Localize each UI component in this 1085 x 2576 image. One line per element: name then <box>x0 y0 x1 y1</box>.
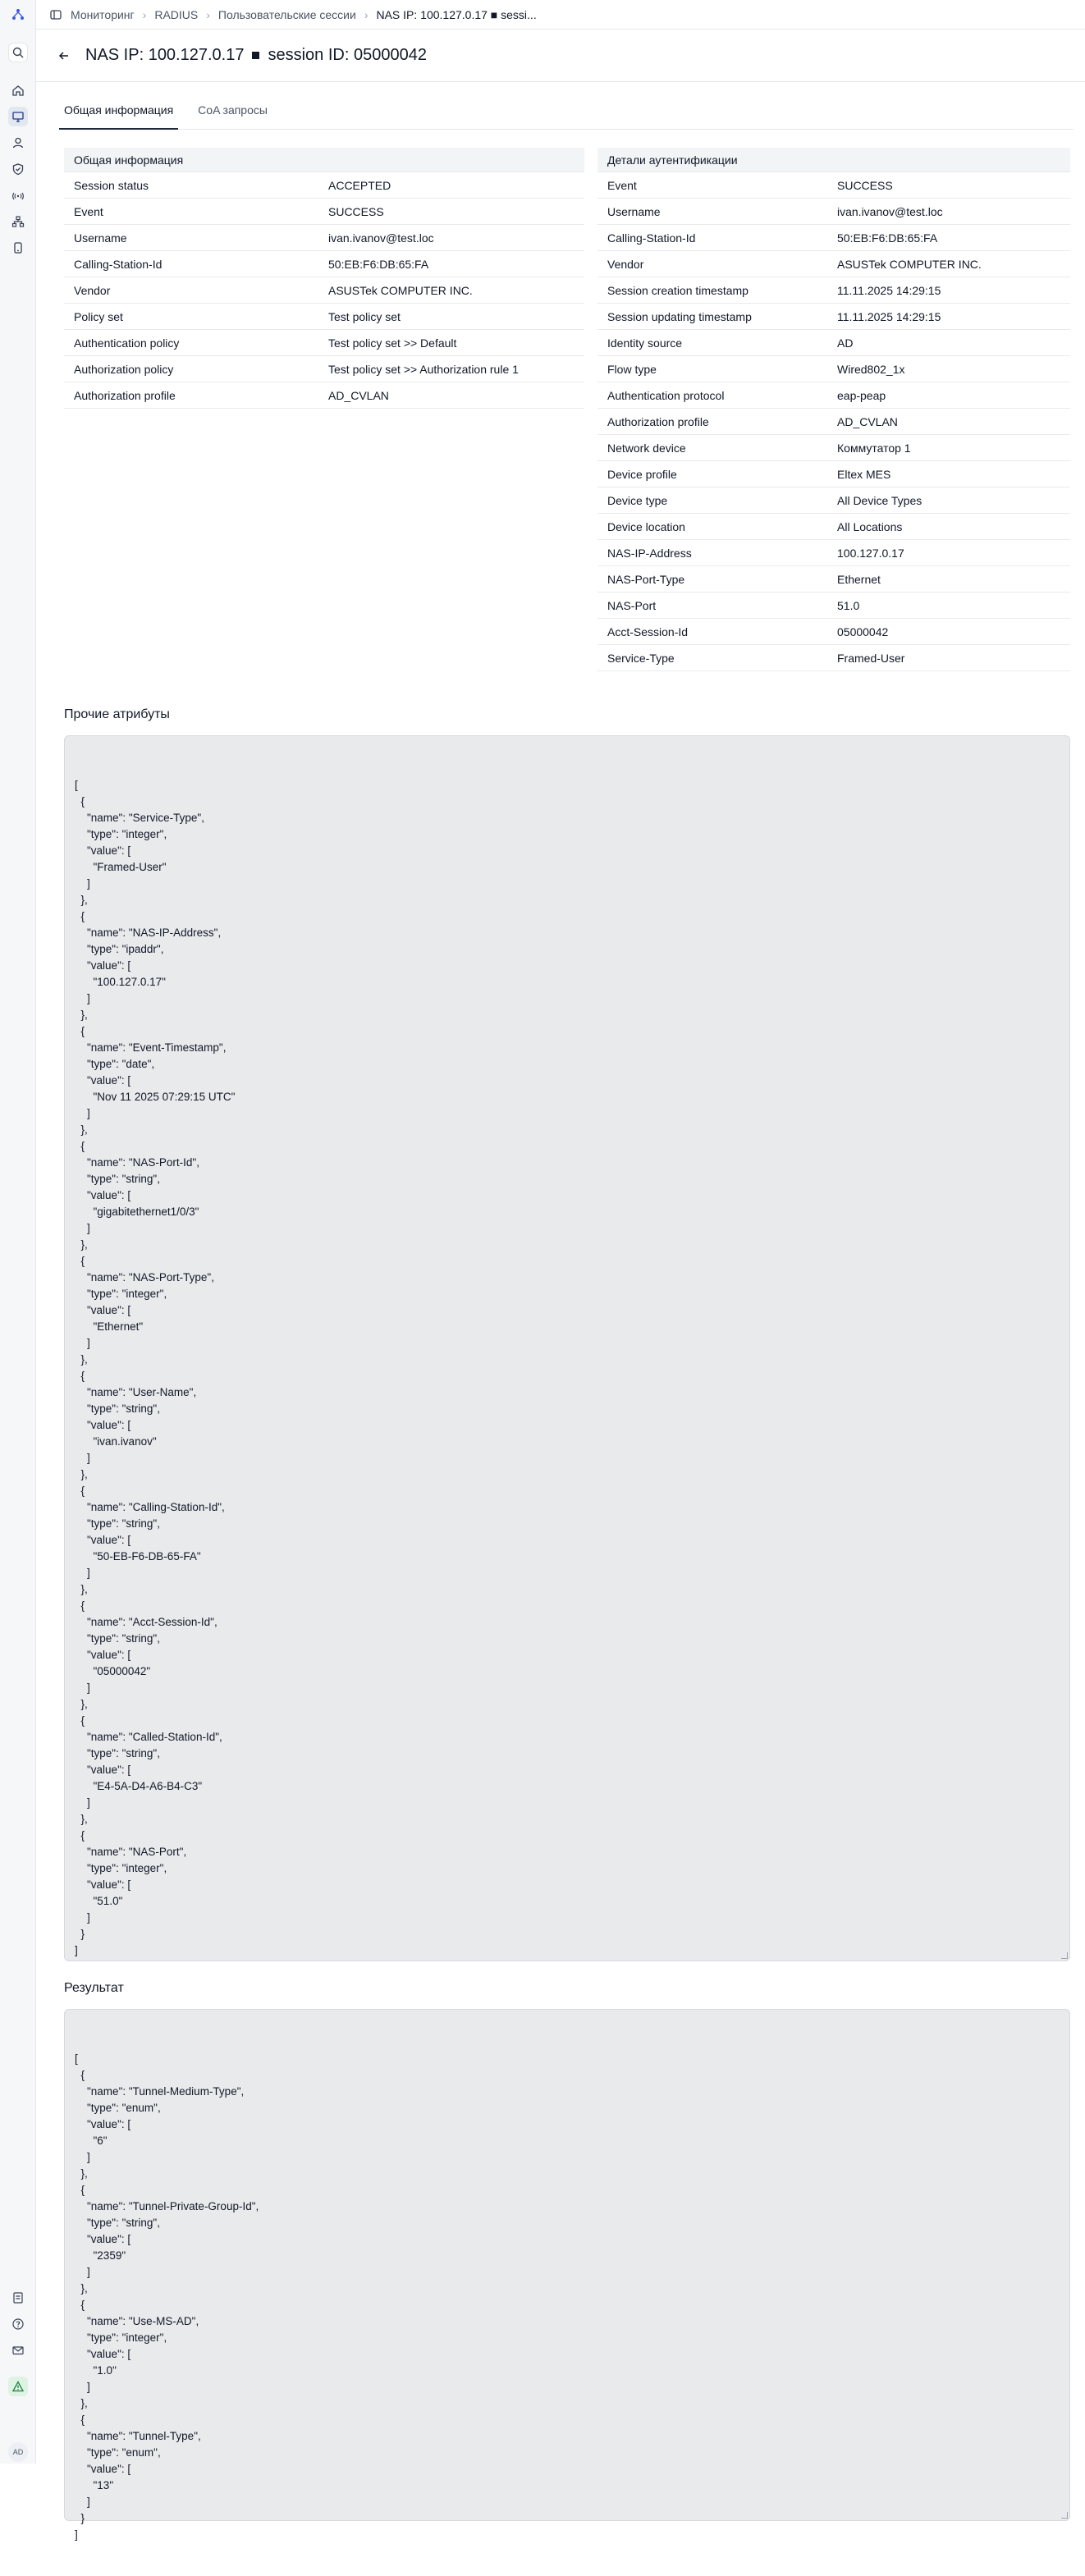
row-value: AD_CVLAN <box>837 414 898 428</box>
table-row <box>597 356 1070 382</box>
table-row <box>597 645 1070 671</box>
table-row <box>597 487 1070 514</box>
row-label: Session status <box>74 178 149 192</box>
row-value: eap-peap <box>837 388 886 402</box>
row-value: Wired802_1x <box>837 362 905 376</box>
general-info-table <box>64 148 584 409</box>
row-value: 11.11.2025 14:29:15 <box>837 309 941 323</box>
table-row <box>597 566 1070 593</box>
row-label: NAS-Port <box>607 598 657 612</box>
table-row <box>597 199 1070 225</box>
table-row <box>597 251 1070 277</box>
row-value: Коммутатор 1 <box>837 441 911 455</box>
auth-details-table <box>597 148 1070 671</box>
table-row <box>597 172 1070 199</box>
row-label: Username <box>607 204 661 218</box>
other-attributes-text: [ { "name": "Service-Type", "type": "integer", "value": [ "Framed-User" ] }, { "name": "NAS-IP-Address", "type": "ipaddr", "value": [ "100.127.0.17" ] }, { "name": "Event-Timestamp", "type": "date", "value": [ "Nov 11 2025 07:29:15 UTC" ] }, { "name": "NAS-Port-Id", "type": "string", "value": [ "gigabitethernet1/0/3" ] }, { "name": "NAS-Port-Type", "type": "integer", "value": [ "Ethernet" ] }, { "name": "User-Name", "type": "string", "value": [ "ivan.ivanov" ] }, { "name": "Calling-Station-Id", "type": "string", "value": [ "50-EB-F6-DB-65-FA" ] }, { "name": "Acct-Session-Id", "type": "string", "value": [ "05000042" ] }, { "name": "Called-Station-Id", "type": "string", "value": [ "E4-5A-D4-A6-B4-C3" ] }, { "name": "NAS-Port", "type": "integer", "value": [ "51.0" ] } ] <box>75 779 236 1956</box>
row-label: Policy set <box>74 309 123 323</box>
row-value: 11.11.2025 14:29:15 <box>837 283 941 297</box>
table-row <box>64 304 584 330</box>
chevron-right-icon: › <box>142 7 147 21</box>
notes-icon[interactable] <box>8 2288 28 2308</box>
row-value: All Device Types <box>837 493 922 507</box>
row-label: NAS-Port-Type <box>607 572 685 586</box>
row-value: All Locations <box>837 519 903 533</box>
table-row <box>597 304 1070 330</box>
breadcrumb-current: NAS IP: 100.127.0.17 ■ sessi... <box>376 7 537 21</box>
row-label: Event <box>74 204 103 218</box>
row-value: Framed-User <box>837 651 905 665</box>
row-value: 50:EB:F6:DB:65:FA <box>837 231 938 245</box>
wireless-icon[interactable] <box>8 185 28 205</box>
row-label: Username <box>74 231 127 245</box>
page-header <box>36 30 1085 82</box>
row-label: Flow type <box>607 362 657 376</box>
row-value: 100.127.0.17 <box>837 546 904 560</box>
chevron-right-icon: › <box>364 7 369 21</box>
tab-general-info[interactable]: Общая информация <box>59 97 178 130</box>
session-id-title: session ID: 05000042 <box>268 46 427 64</box>
row-label: Calling-Station-Id <box>74 257 163 271</box>
search-icon[interactable] <box>8 43 28 62</box>
nas-ip-title: NAS IP: 100.127.0.17 <box>85 46 245 64</box>
row-label: Vendor <box>607 257 644 271</box>
row-label: Session creation timestamp <box>607 283 749 297</box>
row-value: AD_CVLAN <box>328 388 389 402</box>
table-row <box>64 199 584 225</box>
breadcrumb-item-monitoring[interactable]: Мониторинг <box>71 7 135 21</box>
device-icon[interactable] <box>8 238 28 258</box>
left-rail <box>0 0 36 2464</box>
logo-icon[interactable] <box>8 5 28 25</box>
avatar[interactable]: AD <box>8 2442 28 2462</box>
user-icon[interactable] <box>8 133 28 153</box>
table-row <box>597 435 1070 461</box>
row-value: SUCCESS <box>328 204 384 218</box>
row-value: SUCCESS <box>837 178 893 192</box>
mail-icon[interactable] <box>8 2340 28 2360</box>
row-value: ivan.ivanov@test.loc <box>328 231 434 245</box>
table-row <box>64 225 584 251</box>
row-label: Calling-Station-Id <box>607 231 696 245</box>
tab-bar <box>59 97 1074 130</box>
row-label: Vendor <box>74 283 111 297</box>
row-label: Device type <box>607 493 668 507</box>
row-value: 51.0 <box>837 598 860 612</box>
row-label: Authentication policy <box>74 336 180 350</box>
row-value: 05000042 <box>837 625 889 638</box>
table-row <box>64 251 584 277</box>
row-value: ACCEPTED <box>328 178 391 192</box>
table-row <box>597 514 1070 540</box>
row-label: Device location <box>607 519 685 533</box>
sidebar-toggle-icon[interactable] <box>49 8 62 21</box>
result-textarea[interactable] <box>64 2009 1070 2541</box>
table-row <box>597 382 1070 409</box>
row-value: Test policy set <box>328 309 401 323</box>
row-value: ASUSTek COMPUTER INC. <box>837 257 982 271</box>
row-label: Authentication protocol <box>607 388 725 402</box>
row-label: Authorization profile <box>607 414 709 428</box>
back-arrow-icon[interactable] <box>54 46 74 66</box>
general-info-heading: Общая информация <box>64 148 584 172</box>
breadcrumb <box>36 0 1085 30</box>
table-row <box>597 619 1070 645</box>
auth-details-heading: Детали аутентификации <box>597 148 1070 172</box>
breadcrumb-item-sessions[interactable]: Пользовательские сессии <box>217 7 356 21</box>
tab-coa-requests[interactable]: CoA запросы <box>198 103 268 117</box>
help-icon[interactable] <box>8 2314 28 2334</box>
alert-icon[interactable] <box>8 2377 28 2396</box>
chevron-right-icon: › <box>206 7 210 21</box>
row-value: 50:EB:F6:DB:65:FA <box>328 257 429 271</box>
row-label: Authorization profile <box>74 388 176 402</box>
shield-icon[interactable] <box>8 159 28 179</box>
resize-handle-icon[interactable] <box>1061 2512 1068 2519</box>
row-label: Event <box>607 178 637 192</box>
table-row <box>597 225 1070 251</box>
other-attributes-textarea[interactable] <box>64 735 1070 1961</box>
breadcrumb-item-radius[interactable]: RADIUS <box>154 7 199 21</box>
row-label: Network device <box>607 441 686 455</box>
table-row <box>597 461 1070 487</box>
network-icon[interactable] <box>8 212 28 231</box>
row-value: Test policy set >> Default <box>328 336 457 350</box>
row-value: Ethernet <box>837 572 881 586</box>
row-label: Device profile <box>607 467 677 481</box>
result-text: [ { "name": "Tunnel-Medium-Type", "type": "enum", "value": [ "6" ] }, { "name": "Tunnel-Private-Group-Id", "type": "string", "value": [ "2359" ] }, { "name": "Use-MS-AD", "type": "integer", "value": [ "1.0" ] }, { "name": "Tunnel-Type", "type": "enum", "value": [ "13" ] } ] <box>75 2052 259 2541</box>
row-value: ASUSTek COMPUTER INC. <box>328 283 473 297</box>
table-row <box>597 330 1070 356</box>
table-row <box>597 540 1070 566</box>
row-value: Eltex MES <box>837 467 891 481</box>
row-label: Identity source <box>607 336 683 350</box>
home-icon[interactable] <box>8 80 28 100</box>
table-row <box>64 277 584 304</box>
row-label: Session updating timestamp <box>607 309 752 323</box>
page-title <box>85 46 427 65</box>
table-row <box>64 356 584 382</box>
result-title: Результат <box>64 1981 124 1995</box>
table-row <box>597 409 1070 435</box>
separator-square-icon <box>252 52 259 59</box>
table-row <box>64 172 584 199</box>
table-row <box>597 277 1070 304</box>
row-value: ivan.ivanov@test.loc <box>837 204 943 218</box>
row-label: NAS-IP-Address <box>607 546 692 560</box>
row-label: Acct-Session-Id <box>607 625 689 638</box>
row-value: AD <box>837 336 854 350</box>
other-attributes-title: Прочие атрибуты <box>64 707 170 721</box>
table-row <box>64 382 584 409</box>
table-row <box>64 330 584 356</box>
table-row <box>597 593 1070 619</box>
monitor-icon[interactable] <box>8 107 28 126</box>
row-value: Test policy set >> Authorization rule 1 <box>328 362 519 376</box>
row-label: Service-Type <box>607 651 675 665</box>
resize-handle-icon[interactable] <box>1061 1952 1068 1959</box>
row-label: Authorization policy <box>74 362 174 376</box>
